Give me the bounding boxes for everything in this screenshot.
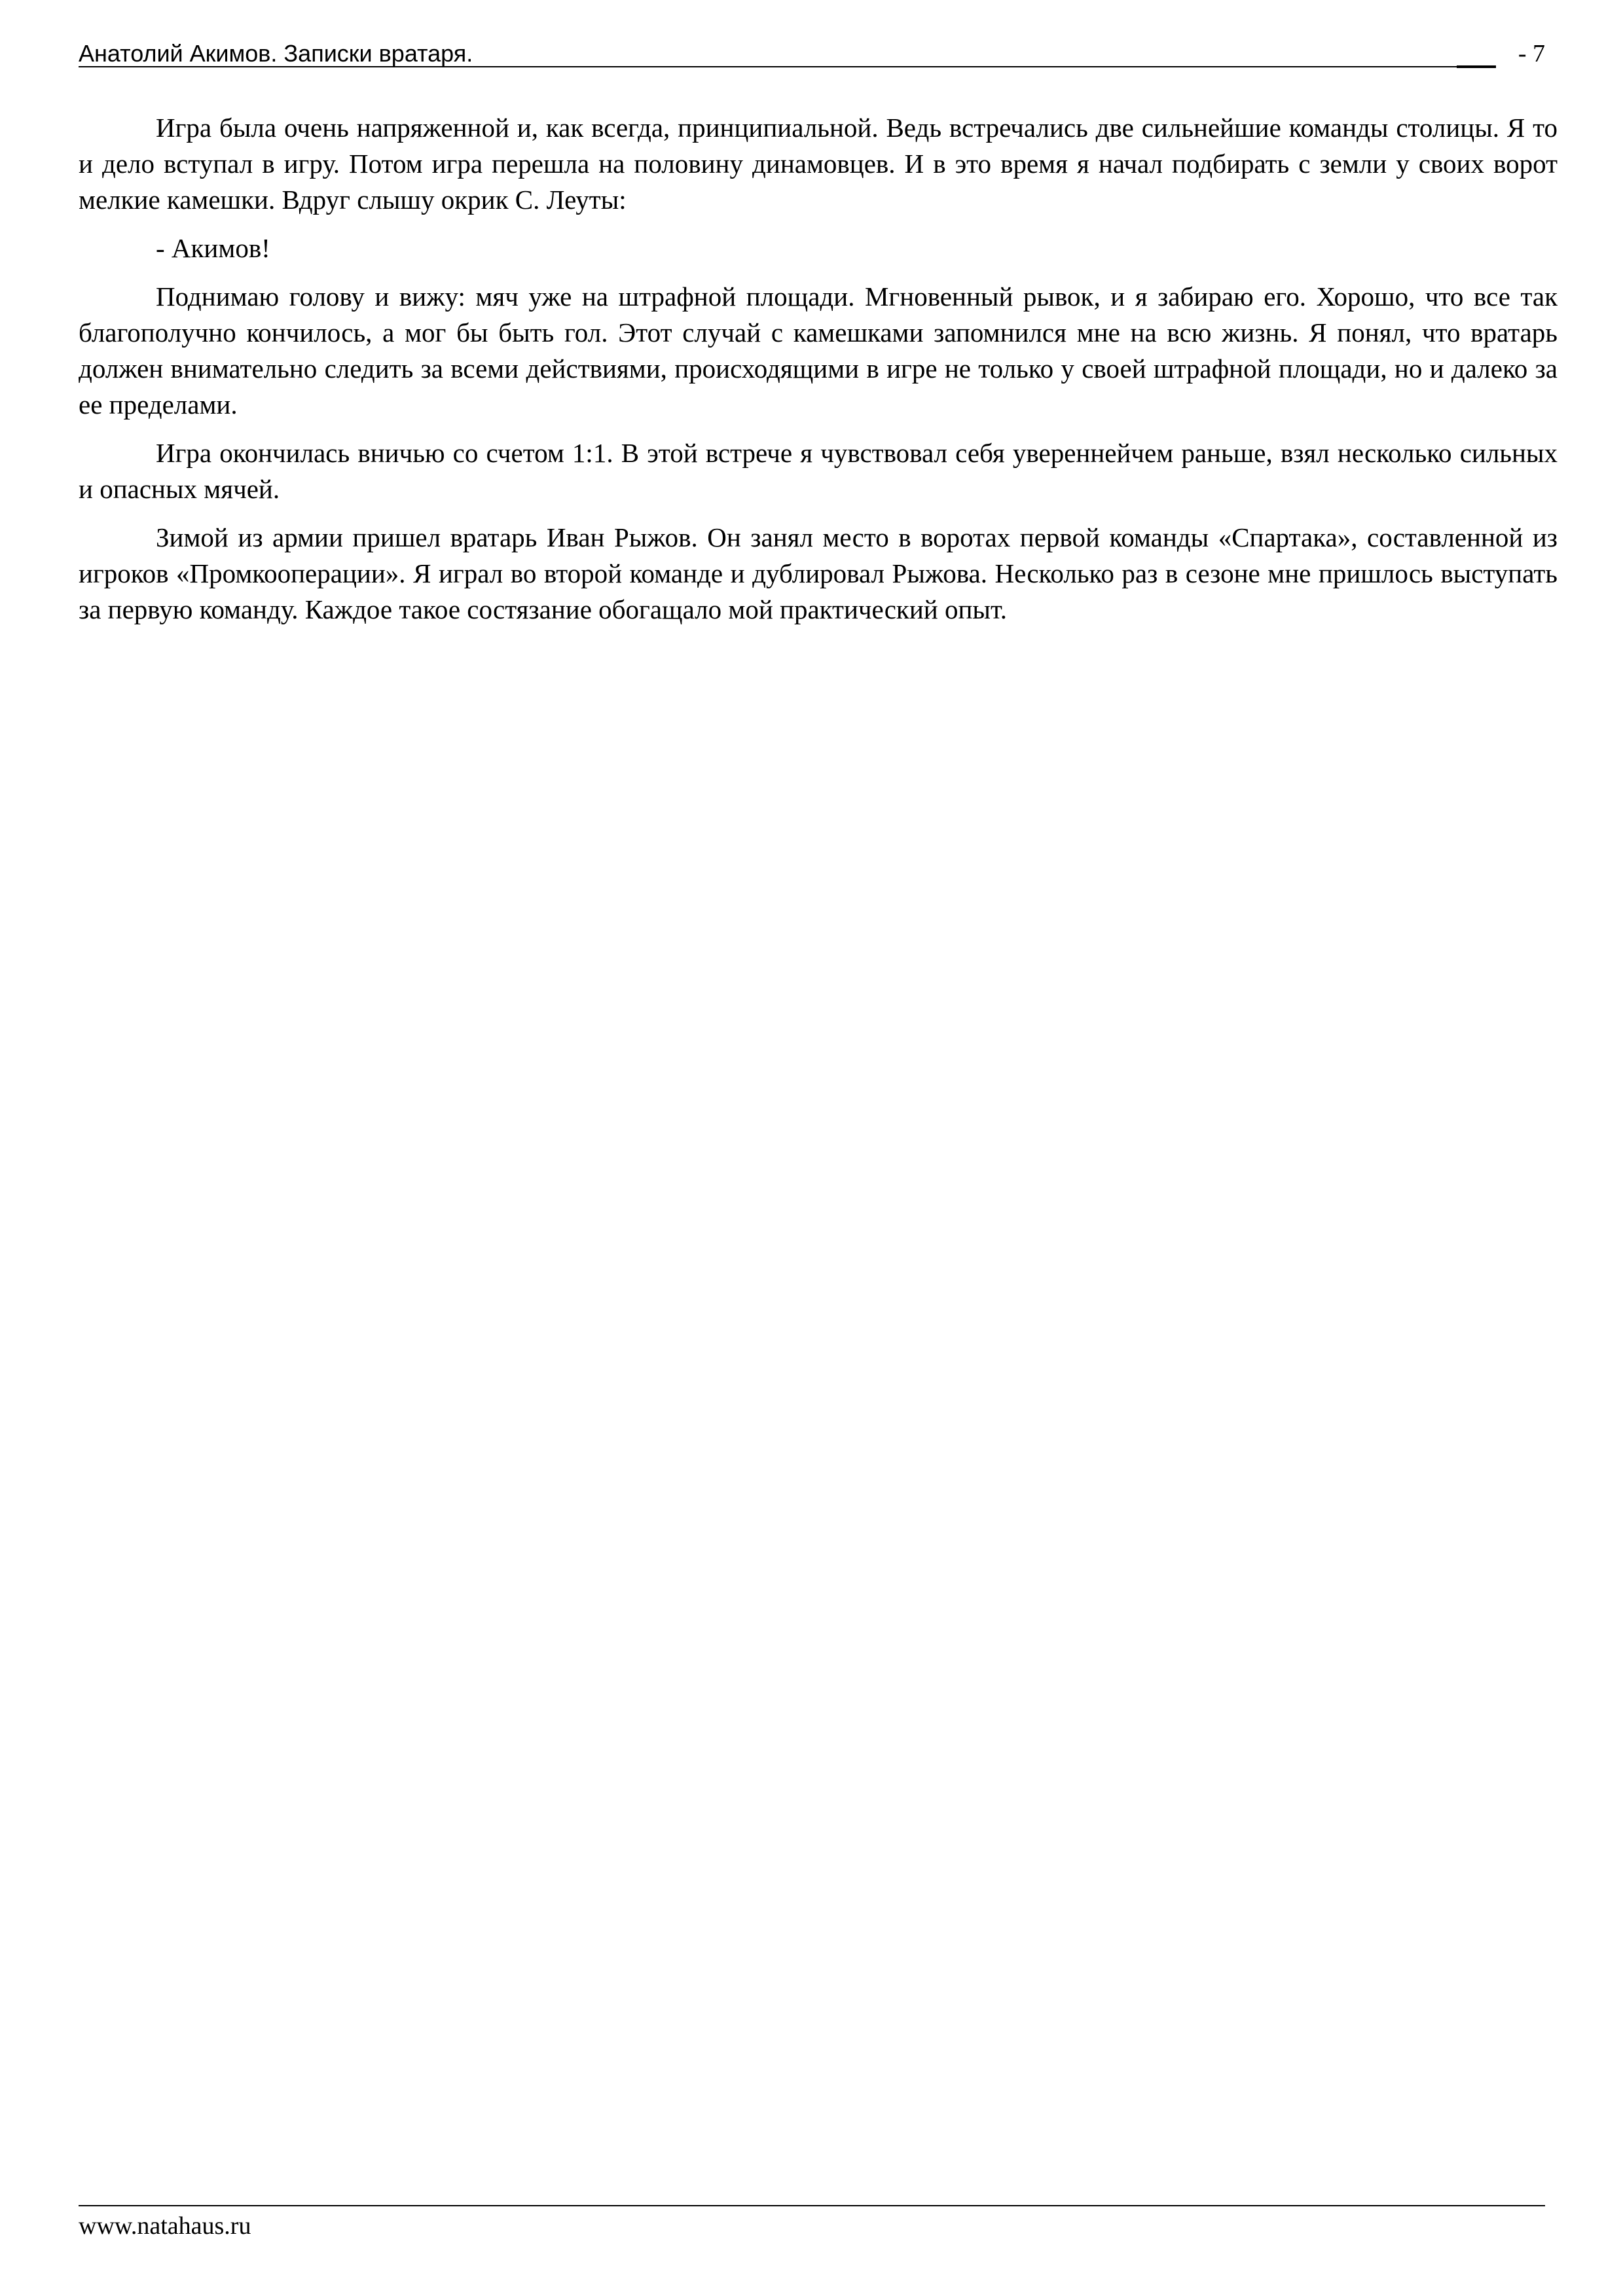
page-header xyxy=(79,39,1545,68)
header-rule xyxy=(79,66,1496,67)
paragraph: Игра была очень напряженной и, как всегда, принципиальной. Ведь встречались две сильнейшие команды столицы. Я то и дело вступал в игру. Потом игра перешла на половину динамовцев. И в это время я начал подбирать с земли у своих ворот мелкие камешки. Вдруг слышу окрик С. Леуты: xyxy=(79,113,1558,215)
footer-rule xyxy=(79,2205,1545,2206)
footer-site-link[interactable]: www.natahaus.ru xyxy=(79,2212,251,2240)
paragraph: Поднимаю голову и вижу: мяч уже на штрафной площади. Мгновенный рывок, и я забираю его. Хорошо, что все так благополучно кончилось, а мог бы быть гол. Этот случай с камешками запомнился мне на всю жизнь. Я понял, что вратарь должен внимательно следить за всеми действиями, происходящими в игре не только у своей штрафной площади, но и далеко за ее пределами. xyxy=(79,281,1558,420)
paragraph: Игра окончилась вничью со счетом 1:1. В этой встрече я чувствовал себя увереннейчем раньше, взял несколько сильных и опасных мячей. xyxy=(79,438,1558,504)
paragraph: Зимой из армии пришел вратарь Иван Рыжов. Он занял место в воротах первой команды «Спартака», составленной из игроков «Промкооперации». Я играл во второй команде и дублировал Рыжова. Несколько раз в сезоне мне пришлось выступать за первую команду. Каждое такое состязание обогащало мой практический опыт. xyxy=(79,522,1558,624)
running-title: Анатолий Акимов. Записки вратаря. xyxy=(79,40,473,67)
body-text xyxy=(79,110,1558,640)
paragraph: - Акимов! xyxy=(156,233,270,263)
header-rule-accent xyxy=(1457,65,1496,68)
page-number: - 7 xyxy=(1518,40,1545,67)
